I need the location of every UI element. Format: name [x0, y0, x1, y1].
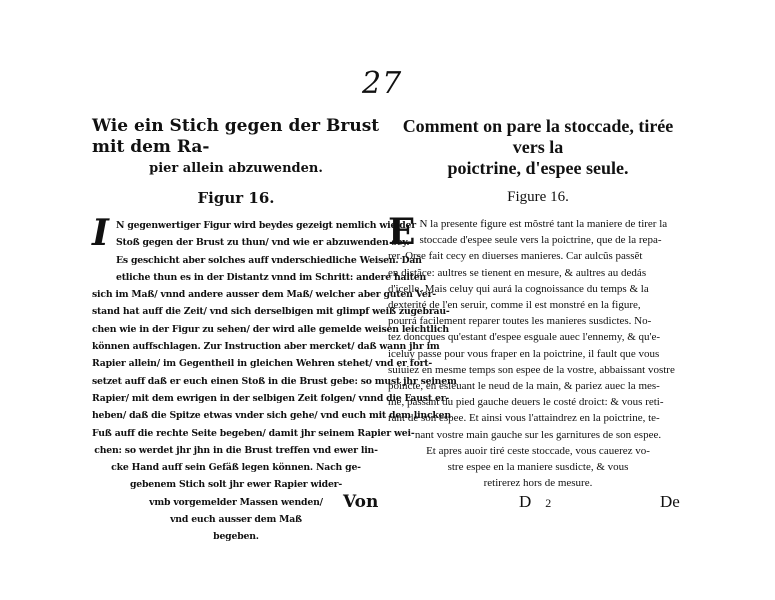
german-line: begeben.	[213, 531, 259, 543]
german-line: stand hat auff die Zeit/ vnd sich derselbigen mit glimpf weiß zugebrau-	[92, 306, 450, 318]
french-line: iceluy passe pour vous fraper en la poictrine, il fault que vous	[388, 347, 660, 360]
french-line: d'icelle. Mais celuy qui aurá la cognoissance du temps & la	[388, 282, 649, 295]
german-line: etliche thun es in der Distantz vnnd im Schritt: andere halten	[116, 271, 427, 283]
signature-mark	[519, 492, 551, 512]
german-line: vnd euch ausser dem Maß	[170, 514, 302, 526]
french-figure-label: Figure 16.	[507, 189, 569, 205]
german-line: Stoß gegen der Brust zu thun/ vnd wie er abzuwenden sey.	[116, 237, 410, 249]
french-body	[388, 211, 688, 491]
french-line: dexterité de l'en seruir, comme il est monstré en la figure,	[388, 299, 641, 312]
french-catchword: De	[660, 492, 680, 511]
french-line: Et apres auoir tiré ceste stoccade, vous cauerez vo-	[426, 444, 650, 457]
french-line: stoccade d'espee seule vers la poictrine, que de la repa-	[419, 234, 662, 247]
french-line: me, passant du pied gauche deuers le costé droict: & vous reti-	[388, 396, 664, 409]
french-line: rant de son espee. Et ainsi vous l'attaindrez en la poictrine, te-	[388, 412, 660, 425]
signature-number: 2	[545, 496, 552, 510]
french-line: poincte, en esleuant le neud de la main, & pariez auec la mes-	[388, 380, 660, 393]
german-line: Rapier/ mit dem ewrigen in der selbigen Zeit folgen/ vnnd die Faust er-	[92, 392, 450, 404]
french-column	[388, 116, 688, 491]
french-title	[388, 116, 688, 179]
french-line: stre espee en la maniere susdicte, & vous	[447, 461, 629, 474]
german-line: sich im Maß/ vnnd andere ausser dem Maß/ welcher aber guten Ver-	[92, 289, 436, 301]
french-line: retirerez hors de mesure.	[483, 477, 593, 490]
french-line: en distãce: aultres se tienent en mesure, & aultres au dedás	[388, 266, 647, 279]
german-line: chen: so werdet jhr jhn in die Brust treffen vnd ewer lin-	[94, 444, 378, 456]
german-line: gebenem Stich solt jhr ewer Rapier wider-	[129, 479, 343, 491]
german-title-line-2: pier allein abzuwenden.	[149, 161, 323, 176]
german-line: vmb vorgemelder Massen wenden/	[149, 496, 323, 508]
french-line: suiuiez en mesme temps son espee de la vostre, abbaissant vostre	[388, 363, 675, 376]
french-title-line-1: Comment on pare la stoccade, tirée vers la	[402, 116, 674, 157]
french-line: pourrá facilement reparer toutes les manieres susdictes. No-	[388, 315, 652, 328]
french-line: rer. Orse fait cecy en diuerses manieres. Car aulcũs passẽt	[388, 250, 643, 263]
german-line: N gegenwertiger Figur wird beydes gezeigt nemlich wie der	[116, 220, 416, 231]
german-line: Rapier allein/ im Gegentheil in gleichen Wehren stehet/ vnd er fort-	[92, 358, 433, 370]
german-line: cke Hand auff sein Gefäß legen können. Nach ge-	[111, 462, 361, 474]
german-title	[92, 116, 380, 179]
page-number: 27	[362, 66, 403, 101]
german-line: können auffschlagen. Zur Instruction aber mercket/ daß wann jhr im	[92, 341, 440, 353]
french-line: tez doncques qu'estant d'espee esguale auec l'ennemy, & qu'e-	[388, 331, 661, 344]
german-figure-label: Figur 16.	[197, 189, 275, 207]
french-line: nant vostre main gauche sur les garnitures de son espee.	[414, 428, 662, 441]
german-line: setzet auff daß er euch einen Stoß in die Brust gebe: so must jhr seinem	[92, 375, 457, 387]
german-catchword: Von	[343, 492, 379, 512]
french-line: N la presente figure est mõstré tant la maniere de tirer la	[419, 218, 668, 230]
german-line: Fuß auff die rechte Seite begeben/ damit jhr seinem Rapier wei-	[92, 427, 415, 439]
german-column	[92, 116, 457, 546]
german-body	[92, 212, 457, 546]
french-dropcap: E	[388, 211, 416, 253]
german-line: heben/ daß die Spitze etwas vnder sich gehe/ vnd euch mit dem lincken	[92, 410, 451, 422]
german-dropcap: I	[92, 212, 109, 254]
german-line: Es geschicht aber solches auff vnderschiedliche Weisen. Dañ	[116, 254, 422, 266]
german-title-line-1: Wie ein Stich gegen der Brust mit dem Ra-	[92, 116, 380, 157]
signature-letter: D	[519, 492, 532, 511]
french-title-line-2: poictrine, d'espee seule.	[447, 158, 629, 178]
german-line: chen wie in der Figur zu sehen/ der wird alle gemelde weisen leichtlich	[92, 323, 449, 335]
